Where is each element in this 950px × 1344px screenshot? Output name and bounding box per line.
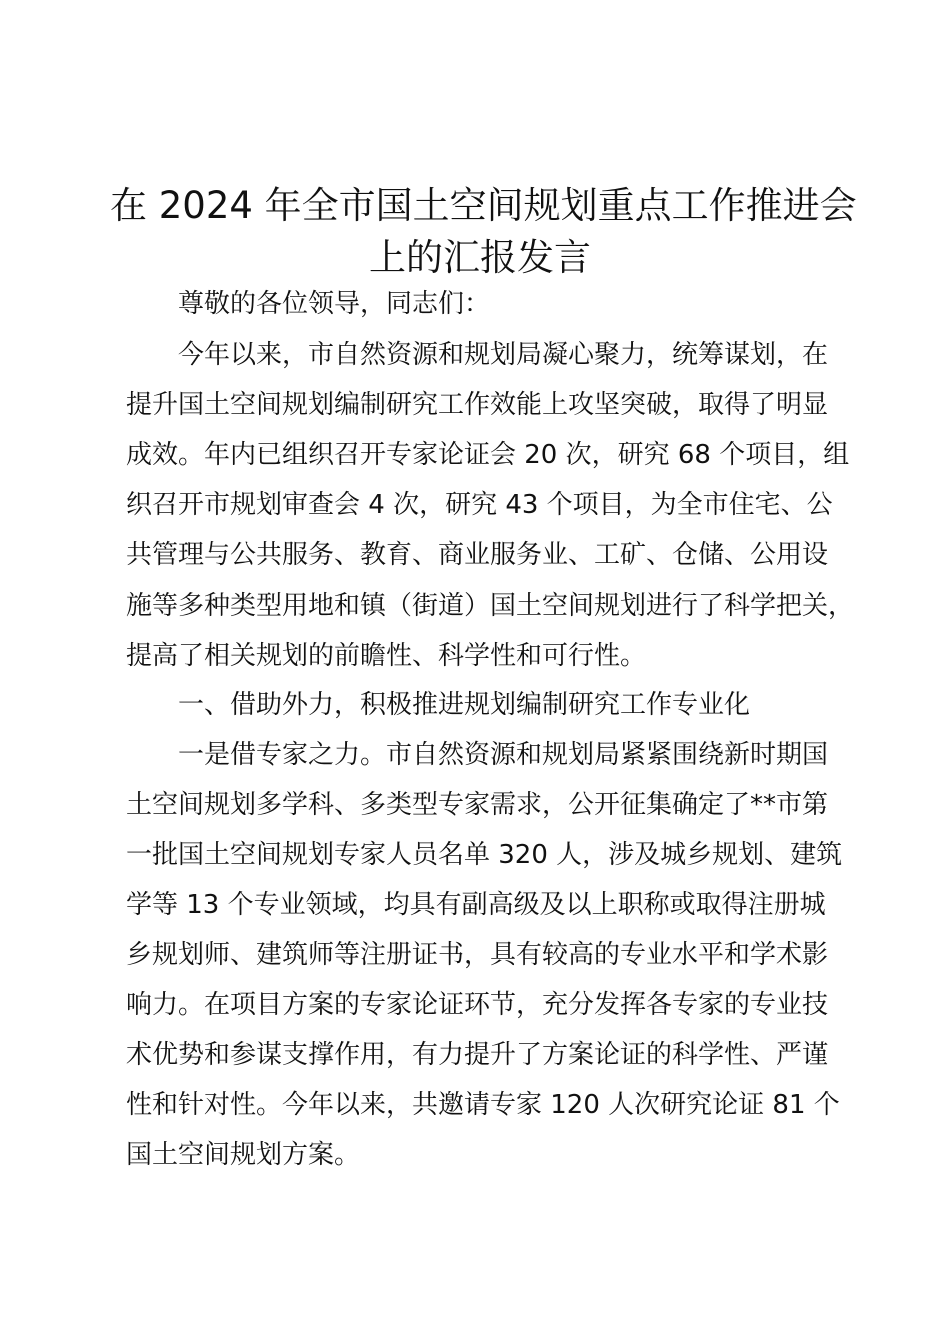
paragraph1-line-5: 共管理与公共服务、教育、商业服务业、工矿、仓储、公用设 bbox=[126, 540, 829, 570]
document-title-line-2: 上的汇报发言 bbox=[369, 236, 591, 279]
paragraph1-line-4: 织召开市规划审查会 4 次，研究 43 个项目，为全市住宅、公 bbox=[126, 490, 833, 520]
paragraph2-line-2: 土空间规划多学科、多类型专家需求，公开征集确定了**市第 bbox=[126, 790, 829, 820]
paragraph2-line-8: 性和针对性。今年以来，共邀请专家 120 人次研究论证 81 个 bbox=[126, 1090, 840, 1120]
paragraph1-line-1: 今年以来，市自然资源和规划局凝心聚力，统筹谋划，在 bbox=[178, 340, 829, 370]
paragraph1-line-3: 成效。年内已组织召开专家论证会 20 次，研究 68 个项目，组 bbox=[126, 440, 850, 470]
paragraph1-line-2: 提升国土空间规划编制研究工作效能上攻坚突破，取得了明显 bbox=[126, 390, 829, 420]
paragraph2-line-4: 学等 13 个专业领域，均具有副高级及以上职称或取得注册城 bbox=[126, 890, 826, 920]
paragraph2-line-9: 国土空间规划方案。 bbox=[126, 1140, 361, 1170]
paragraph2-line-1: 一是借专家之力。市自然资源和规划局紧紧围绕新时期国 bbox=[178, 740, 829, 770]
paragraph2-line-3: 一批国土空间规划专家人员名单 320 人，涉及城乡规划、建筑 bbox=[126, 840, 843, 870]
document-title-line-1: 在 2024 年全市国土空间规划重点工作推进会 bbox=[110, 184, 857, 227]
paragraph2-line-6: 响力。在项目方案的专家论证环节，充分发挥各专家的专业技 bbox=[126, 990, 829, 1020]
salutation: 尊敬的各位领导，同志们： bbox=[178, 289, 491, 319]
paragraph1-line-7: 提高了相关规划的前瞻性、科学性和可行性。 bbox=[126, 641, 647, 671]
paragraph2-line-7: 术优势和参谋支撑作用，有力提升了方案论证的科学性、严谨 bbox=[126, 1040, 829, 1070]
section-heading-1: 一、借助外力，积极推进规划编制研究工作专业化 bbox=[178, 690, 751, 720]
paragraph2-line-5: 乡规划师、建筑师等注册证书，具有较高的专业水平和学术影 bbox=[126, 940, 829, 970]
paragraph1-line-6: 施等多种类型用地和镇（街道）国土空间规划进行了科学把关， bbox=[126, 591, 855, 621]
